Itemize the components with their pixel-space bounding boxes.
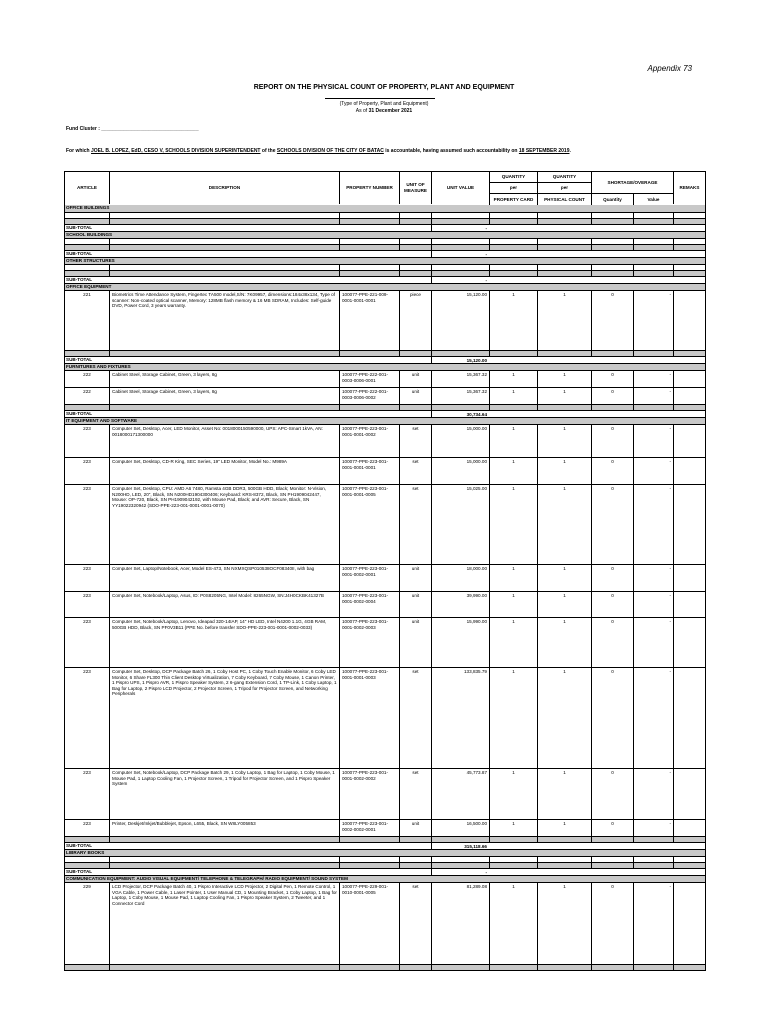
cell-prop: 100077-PPE-223-001-0001-0001-0002 xyxy=(339,425,399,457)
empty-cell xyxy=(591,965,633,970)
cell-sv: - xyxy=(633,388,673,404)
acct-mid: of the xyxy=(261,148,276,154)
cell-remarks xyxy=(673,371,705,387)
table-row xyxy=(65,484,705,564)
cell-card: 1 xyxy=(489,425,537,457)
col-article: ARTICLE xyxy=(65,172,109,204)
table-row xyxy=(65,591,705,617)
subtotal-value: - xyxy=(431,277,489,283)
cell-card: 1 xyxy=(489,291,537,350)
cell-prop: 100077-PPE-223-001-0001-0002-0004 xyxy=(339,592,399,617)
subtotal-value: - xyxy=(431,869,489,875)
cell-prop: 100077-PPE-223-001-0001-0001-0003 xyxy=(339,668,399,768)
col-qty-physical-bottom: PHYSICAL COUNT xyxy=(537,194,591,205)
cell-desc: Cabinet Steel, Storage Cabinet, Green, 3 layers, 8g xyxy=(109,388,339,404)
cell-prop: 100077-PPE-222-001-0003-0006-0002 xyxy=(339,388,399,404)
cell-sq: 0 xyxy=(591,769,633,819)
cell-desc: LCD Projector, DCP Package Batch 40, 1 Pispro Interactive LCD Projector, 2 Digital Pen, 1 Remote Control, 1 VGA Cable, 1 Power Cable, 1 Laser Pointer, 1 User Manual CD, 1 Mounting Bracket, 1 Coby Laptop, 1 Bag for Laptop, 1 Coby Mouse, 1 Mouse Pad, 1 Laptop Cooling Fan, 1 Pispro Speaker System, 2 Tweeter, and 1 Connector Cord xyxy=(109,883,339,964)
cell-value: 39,990.00 xyxy=(431,592,489,617)
cell-article: 223 xyxy=(83,486,91,491)
cell-count: 1 xyxy=(537,565,591,591)
subtotal-label: SUB-TOTAL xyxy=(66,225,93,230)
col-qty-card-bottom: PROPERTY CARD xyxy=(489,194,537,205)
cell-value: 15,990.00 xyxy=(431,618,489,667)
cell-sv: - xyxy=(633,820,673,836)
category-row xyxy=(65,205,705,212)
col-shortage-overage: SHORTAGE/OVERAGE xyxy=(591,172,673,193)
table-row xyxy=(65,617,705,667)
col-qty-card-top: QUANTITY xyxy=(489,172,537,182)
cell-card: 1 xyxy=(489,820,537,836)
col-shortage-qty: Quantity xyxy=(591,194,633,205)
cell-unit: set xyxy=(399,425,431,457)
category-row xyxy=(65,283,705,290)
cell-remarks xyxy=(673,565,705,591)
cell-desc: Computer Set, Desktop, CD-R King, SEC Series, 19" LED Monitor, Model No.: M989A xyxy=(109,458,339,484)
table-row xyxy=(65,424,705,457)
col-description: DESCRIPTION xyxy=(109,172,339,204)
subtotal-value: 15,120.00 xyxy=(431,357,489,363)
cell-value: 15,025.00 xyxy=(431,485,489,564)
table-row xyxy=(65,882,705,964)
category-row xyxy=(65,849,705,856)
cell-article: 222 xyxy=(83,372,91,377)
cell-unit: set xyxy=(399,883,431,964)
table-row xyxy=(65,564,705,591)
cell-unit: set xyxy=(399,769,431,819)
category-row xyxy=(65,417,705,424)
cell-desc: Computer Set, Desktop, DCP Package Batch 26, 1 Coby Host PC, 1 Coby Touch Enable Monitor, 6 Coby LED Monitor, 6 Share FL300 Thin Client Desktop Virtualization, 7 Coby Keyboard, 7 Coby Mouse, 1 Canon Printer, 1 Pispro UPS, 1 Pispro AVR, 1 Pispro Speaker System, 2 6-gang Extension Cord, 1 TP-Link, 1 Coby Laptop, 1 Bag for Laptop, 2 Pispro LCD Projector, 2 Projector Screen, 1 Tripod for Projector Screen, and Networking Peripherals xyxy=(109,668,339,768)
cell-desc: Biometrics Time Attendance System, Fingertec TA500 model,S/N: 7K09957, dimensions:184x38x134, Type of scanner: Non-coated optical scanner, Memory: 128MB flash memory & 16 MB SDRAM, Includes: Self-guide DVD, Power Cord, 3 years warranty. xyxy=(109,291,339,350)
report-title: REPORT ON THE PHYSICAL COUNT OF PROPERTY, PLANT AND EQUIPMENT xyxy=(253,84,515,91)
cell-sq: 0 xyxy=(591,883,633,964)
table-header-top xyxy=(65,172,705,193)
cell-unit: unit xyxy=(399,618,431,667)
cell-unit: set xyxy=(399,485,431,564)
cell-value: 15,367.32 xyxy=(431,371,489,387)
subtotal-label: SUB-TOTAL xyxy=(66,251,93,256)
cell-remarks xyxy=(673,485,705,564)
accountability-line xyxy=(66,148,571,154)
cell-value: 15,367.32 xyxy=(431,388,489,404)
cell-remarks xyxy=(673,592,705,617)
cell-card: 1 xyxy=(489,388,537,404)
category-label: OFFICE EQUIPMENT xyxy=(66,284,112,289)
cell-sv: - xyxy=(633,668,673,768)
cell-sv: - xyxy=(633,371,673,387)
cell-article: 229 xyxy=(83,884,91,889)
category-label: OTHER STRUCTURES xyxy=(66,258,115,263)
empty-cell xyxy=(109,965,339,970)
cell-remarks xyxy=(673,820,705,836)
cell-card: 1 xyxy=(489,592,537,617)
cell-remarks xyxy=(673,668,705,768)
cell-sq: 0 xyxy=(591,425,633,457)
cell-unit: unit xyxy=(399,820,431,836)
cell-desc: Computer Set, Notebook/Laptop, DCP Package Batch 29, 1 Coby Laptop, 1 Bag for Laptop, 1 Coby Mouse, 1 Mouse Pad, 1 Laptop Cooling Fan, 1 Projector Screen, 1 Tripod for Projector Screen, and 1 Pispro Speaker System xyxy=(109,769,339,819)
cell-article: 223 xyxy=(83,770,91,775)
category-label: IT EQUIPMENT AND SOFTWARE xyxy=(66,418,138,423)
table-row xyxy=(65,457,705,484)
cell-sq: 0 xyxy=(591,592,633,617)
cell-value: 15,120.00 xyxy=(431,291,489,350)
col-qty-card-per: per xyxy=(489,183,537,193)
cell-desc: Printer, Deskjet/Inkjet/Bubblejet, Epson, L655, Black, SN W8LY005853 xyxy=(109,820,339,836)
table-row xyxy=(65,667,705,768)
cell-prop: 100077-PPE-229-001-0010-0001-0005 xyxy=(339,883,399,964)
cell-sv: - xyxy=(633,458,673,484)
col-shortage-value: Value xyxy=(633,194,673,205)
empty-cell xyxy=(489,965,537,970)
col-property-number: PROPERTY NUMBER xyxy=(339,172,399,204)
subtotal-label: SUB-TOTAL xyxy=(66,357,93,362)
subtotal-row xyxy=(65,250,705,257)
cell-prop: 100077-PPE-222-001-0003-0006-0001 xyxy=(339,371,399,387)
cell-desc: Computer Set, Desktop, Acer, LED Monitor, Asset No: 0018000150590000, UPS: APC-Smart 1kVA, AN: 0018000171300000 xyxy=(109,425,339,457)
table-row xyxy=(65,387,705,404)
cell-remarks xyxy=(673,883,705,964)
cell-unit: unit xyxy=(399,388,431,404)
subtotal-value: - xyxy=(431,251,489,257)
cell-card: 1 xyxy=(489,668,537,768)
subtotal-label: SUB-TOTAL xyxy=(66,843,93,848)
category-row xyxy=(65,257,705,264)
subtotal-label: SUB-TOTAL xyxy=(66,277,93,282)
cell-sv: - xyxy=(633,769,673,819)
subtotal-value: 30,734.64 xyxy=(431,411,489,417)
acct-prefix: For which xyxy=(66,148,90,154)
cell-remarks xyxy=(673,388,705,404)
cell-sq: 0 xyxy=(591,820,633,836)
cell-value: 81,289.08 xyxy=(431,883,489,964)
table-row xyxy=(65,819,705,836)
empty-cell xyxy=(431,965,489,970)
cell-count: 1 xyxy=(537,485,591,564)
subtotal-row xyxy=(65,224,705,231)
cell-count: 1 xyxy=(537,388,591,404)
table-body xyxy=(65,205,705,970)
cell-unit: piece xyxy=(399,291,431,350)
cell-count: 1 xyxy=(537,592,591,617)
appendix-label: Appendix 73 xyxy=(647,64,692,73)
empty-cell xyxy=(673,965,705,970)
cell-remarks xyxy=(673,425,705,457)
subtotal-label: SUB-TOTAL xyxy=(66,869,93,874)
type-of-property: (Type of Property, Plant and Equipment) xyxy=(339,101,429,107)
cell-article: 222 xyxy=(83,389,91,394)
cell-value: 15,000.00 xyxy=(431,425,489,457)
cell-sq: 0 xyxy=(591,618,633,667)
category-row xyxy=(65,363,705,370)
category-row xyxy=(65,875,705,882)
category-label: FURNITURES AND FIXTURES xyxy=(66,364,131,369)
cell-sv: - xyxy=(633,618,673,667)
subtotal-row xyxy=(65,356,705,363)
subtotal-value: 315,118.66 xyxy=(431,843,489,849)
cell-desc: Computer Set, Laptop/Notebook, Acer, Model ES-473, SN NXMXQSP010538OCF08340II, with bag xyxy=(109,565,339,591)
cell-article: 223 xyxy=(83,669,91,674)
cell-unit: set xyxy=(399,458,431,484)
cell-card: 1 xyxy=(489,769,537,819)
cell-card: 1 xyxy=(489,618,537,667)
cell-unit: set xyxy=(399,668,431,768)
cell-prop: 100077-PPE-223-001-0001-0002-0001 xyxy=(339,565,399,591)
cell-prop: 100077-PPE-223-001-0001-0002-0003 xyxy=(339,618,399,667)
subtotal-row xyxy=(65,276,705,283)
cell-article: 221 xyxy=(83,292,91,297)
cell-article: 223 xyxy=(83,426,91,431)
as-of-prefix: As of xyxy=(355,108,368,114)
cell-count: 1 xyxy=(537,425,591,457)
cell-count: 1 xyxy=(537,668,591,768)
cell-value: 45,773.87 xyxy=(431,769,489,819)
cell-prop: 100077-PPE-223-001-0001-0001-0001 xyxy=(339,458,399,484)
cell-desc: Computer Set, Notebook/Laptop, Asus, ID: P0S8205NG, Intel Model: 8265NGW, SN:J4H0CKBK41327B xyxy=(109,592,339,617)
cell-card: 1 xyxy=(489,371,537,387)
cell-count: 1 xyxy=(537,769,591,819)
accountability-date: 18 SEPTEMBER 2019 xyxy=(518,148,570,154)
category-row xyxy=(65,231,705,238)
cell-count: 1 xyxy=(537,820,591,836)
cell-sq: 0 xyxy=(591,668,633,768)
acct-end: . xyxy=(569,148,571,154)
col-remarks: REMAKS xyxy=(673,172,705,204)
subtotal-row xyxy=(65,842,705,849)
cell-sv: - xyxy=(633,565,673,591)
cell-article: 223 xyxy=(83,821,91,826)
cell-remarks xyxy=(673,618,705,667)
empty-cell xyxy=(537,965,591,970)
subtotal-row xyxy=(65,868,705,875)
cell-sq: 0 xyxy=(591,458,633,484)
col-unit-value: UNIT VALUE xyxy=(431,172,489,204)
table-row xyxy=(65,290,705,350)
cell-count: 1 xyxy=(537,618,591,667)
type-underline xyxy=(325,98,435,99)
cell-unit: unit xyxy=(399,565,431,591)
category-label: LIBRARY BOOKS xyxy=(66,850,105,855)
as-of-line xyxy=(0,108,768,114)
category-label: OFFICE BUILDINGS xyxy=(66,205,110,210)
accountable-office: SCHOOLS DIVISION OF THE CITY OF BATAC xyxy=(276,148,384,154)
cell-sv: - xyxy=(633,291,673,350)
cell-prop: 100077-PPE-221-009-0001-0001-0001 xyxy=(339,291,399,350)
as-of-date: 31 December 2021 xyxy=(368,108,413,114)
empty-cell xyxy=(633,965,673,970)
cell-article: 223 xyxy=(83,459,91,464)
property-table xyxy=(64,171,706,971)
cell-desc: Cabinet Steel, Storage Cabinet, Green, 3 layers, 8g xyxy=(109,371,339,387)
table-row xyxy=(65,370,705,387)
cell-sv: - xyxy=(633,425,673,457)
cell-desc: Computer Set, Desktop, CPU: AMD A6 7480, Ramsta 4GB DDR3, 500GB HDD, Black; Monitor: N-Vision, N200HD, LED, 20", Black, SN N200HD1904300406; Keyboard: KRS-8372, Black, SN PH1909042447, Mouse: OP-720, Black, SN PH1909042192, with Mouse Pad, Black; and AVR: Secure, Black, SN YY19022320942 (SDO-PPE-223-001-0001-0001-0070) xyxy=(109,485,339,564)
category-label: COMMUNICATION EQUIPMENT: AUDIO VISUAL EQUIPMENT/ TELEPHONE & TELEGRAPH/ RADIO EQUIPMENT/ SOUND SYSTEM xyxy=(66,876,348,881)
cell-sq: 0 xyxy=(591,371,633,387)
cell-remarks xyxy=(673,291,705,350)
empty-cell xyxy=(399,965,431,970)
cell-count: 1 xyxy=(537,883,591,964)
cell-sv: - xyxy=(633,883,673,964)
cell-value: 133,835.79 xyxy=(431,668,489,768)
cell-sq: 0 xyxy=(591,388,633,404)
empty-cell xyxy=(65,965,109,970)
col-qty-physical-per: per xyxy=(537,183,591,193)
acct-mid2: is accountable, having assumed such accountability on xyxy=(385,148,518,154)
cell-value: 16,500.00 xyxy=(431,820,489,836)
cell-value: 15,000.00 xyxy=(431,458,489,484)
cell-unit: unit xyxy=(399,371,431,387)
empty-cell xyxy=(339,965,399,970)
col-qty-physical-top: QUANTITY xyxy=(537,172,591,182)
cell-count: 1 xyxy=(537,458,591,484)
category-label: SCHOOL BUILDINGS xyxy=(66,232,113,237)
cell-unit: unit xyxy=(399,592,431,617)
cell-card: 1 xyxy=(489,883,537,964)
cell-sq: 0 xyxy=(591,565,633,591)
cell-card: 1 xyxy=(489,458,537,484)
cell-value: 18,000.00 xyxy=(431,565,489,591)
cell-count: 1 xyxy=(537,291,591,350)
cell-sq: 0 xyxy=(591,485,633,564)
cell-count: 1 xyxy=(537,371,591,387)
col-unit-of-measure: UNIT OF MEASURE xyxy=(399,172,431,204)
accountable-officer: JOEL B. LOPEZ, EdD, CESO V, SCHOOLS DIVISION SUPERINTENDENT xyxy=(91,148,261,154)
cell-prop: 100077-PPE-223-001-0001-0002-0002 xyxy=(339,769,399,819)
cell-prop: 100077-PPE-223-001-0002-0002-0001 xyxy=(339,820,399,836)
cell-prop: 100077-PPE-223-001-0001-0001-0005 xyxy=(339,485,399,564)
cell-article: 223 xyxy=(83,593,91,598)
cell-article: 223 xyxy=(83,619,91,624)
cell-card: 1 xyxy=(489,485,537,564)
cell-remarks xyxy=(673,458,705,484)
cell-sq: 0 xyxy=(591,291,633,350)
cell-desc: Computer Set, Notebook/Laptop, Lenovo, Ideapad 320-14IAP, 14" HD LED, Intel N4200 1.1G, 4GB RAM, 500GB HDD, Black, SN PF0V3B11 (PPE No. before transfer SDO-PPE-223-001-0001-0002-0033) xyxy=(109,618,339,667)
cell-sv: - xyxy=(633,485,673,564)
cell-card: 1 xyxy=(489,565,537,591)
subtotal-row xyxy=(65,410,705,417)
cell-remarks xyxy=(673,769,705,819)
cell-article: 223 xyxy=(83,566,91,571)
spacer-row xyxy=(65,964,705,970)
table-row xyxy=(65,768,705,819)
fund-cluster: Fund Cluster : ___________________________________ xyxy=(66,126,199,132)
subtotal-label: SUB-TOTAL xyxy=(66,411,93,416)
cell-sv: - xyxy=(633,592,673,617)
subtotal-value: - xyxy=(431,225,489,231)
